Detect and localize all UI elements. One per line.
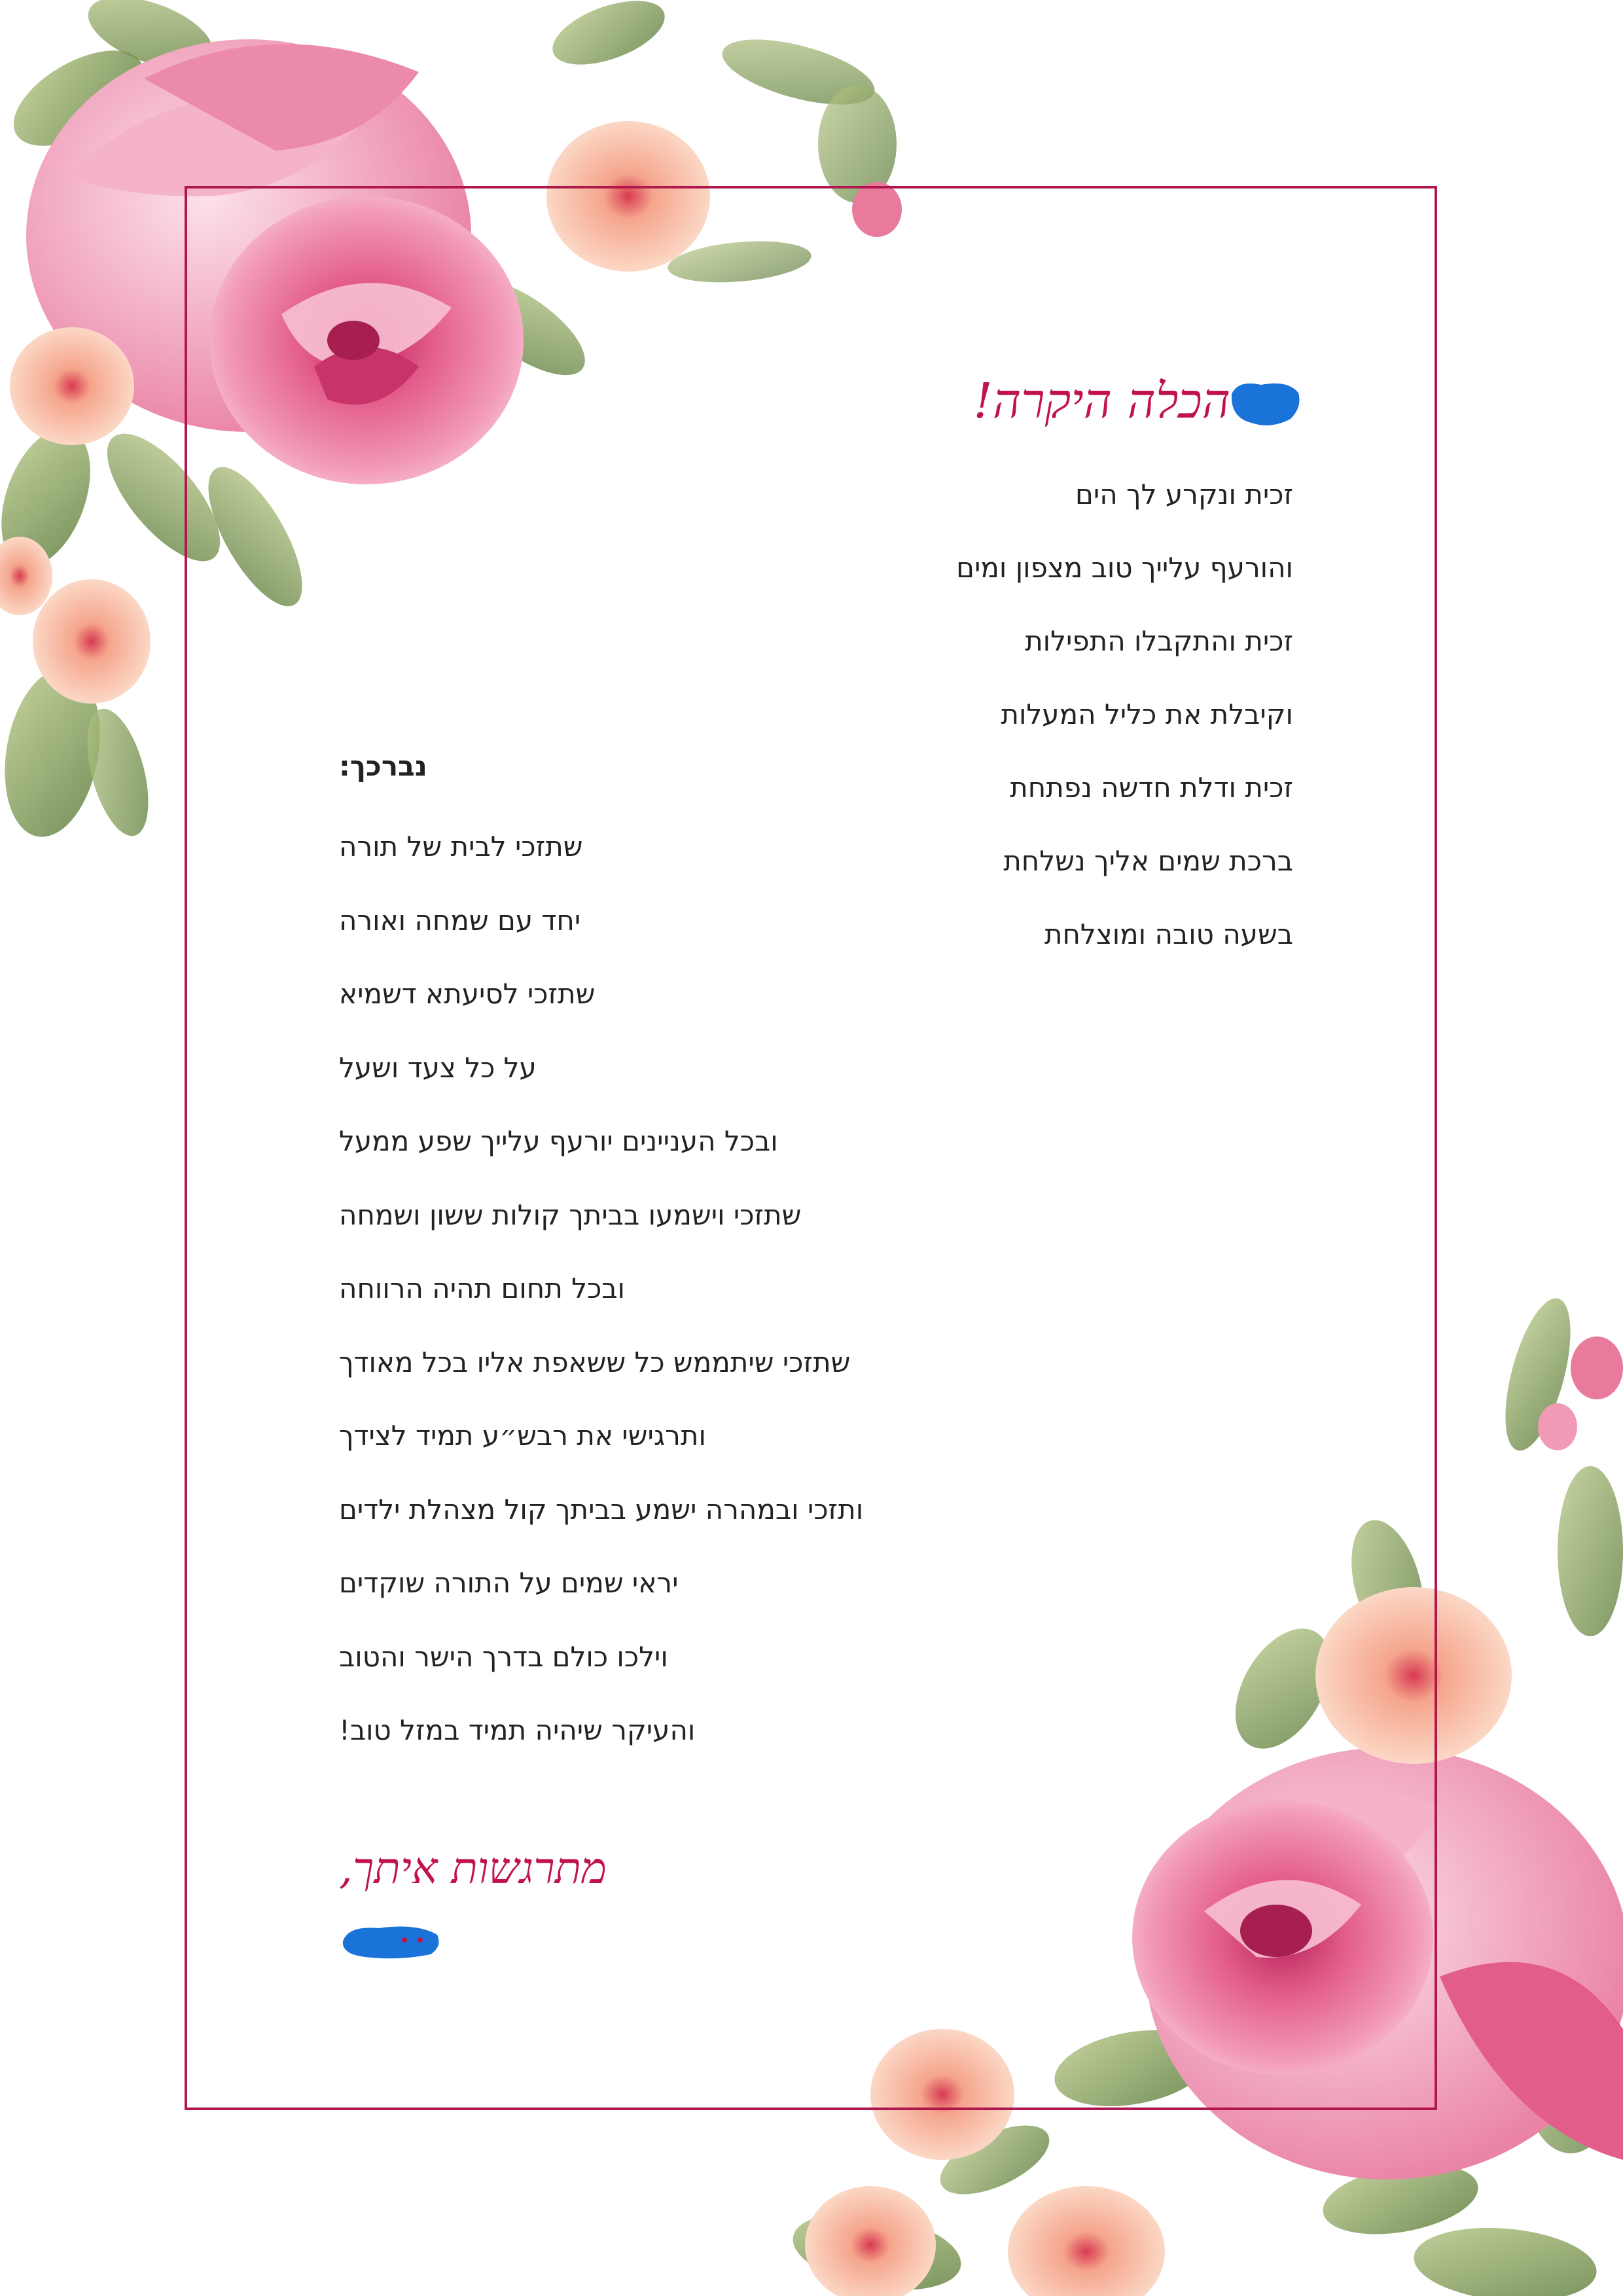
poem-line: ותרגישי את רבש״ע תמיד לצידך: [339, 1420, 706, 1452]
page-title: [844, 365, 1302, 437]
page-title-text: הכלה היקרה!: [973, 373, 1230, 429]
poem-line: יחד עם שמחה ואורה: [339, 904, 581, 937]
poem-line: וילכו כולם בדרך הישר והטוב: [339, 1640, 668, 1673]
poem-line: והורעף עלייך טוב מצפון ומים: [956, 552, 1293, 584]
signature: מתרגשות איתך,: [339, 1843, 607, 1893]
poem-line: שתזכי וישמעו בביתך קולות ששון ושמחה: [339, 1198, 802, 1231]
poem-line: ברכת שמים אליך נשלחת: [1003, 845, 1293, 877]
poem-line: וקיבלת את כליל המעלות: [1001, 698, 1293, 730]
poem-line: שתזכי שיתממש כל ששאפת אליו בכל מאודך: [339, 1346, 851, 1378]
blessing-block: [339, 737, 928, 1768]
poem-line: ותזכי ובמהרה ישמע בביתך קול מצהלת ילדים: [339, 1493, 864, 1526]
poem-line: זכית ודלת חדשה נפתחת: [1010, 772, 1293, 804]
poem-line: על כל צעד ושעל: [339, 1051, 537, 1084]
poem-line: ובכל העניינים יורעף עלייך שפע ממעל: [339, 1125, 778, 1157]
poem-line: שתזכי לבית של תורה: [339, 831, 583, 863]
poem-line: יראי שמים על התורה שוקדים: [339, 1567, 679, 1599]
greeting-heading: נברכך:: [339, 750, 427, 782]
redacted-name-blot-icon: [1225, 374, 1304, 433]
signature-redacted-blot-icon: [339, 1918, 444, 1964]
poem-line: שתזכי לסיעתא דשמיא: [339, 978, 596, 1010]
left-poem: [339, 810, 928, 1768]
poem-line: בשעה טובה ומוצלחת: [1044, 918, 1293, 950]
poem-line: זכית והתקבלו התפילות: [1025, 625, 1293, 657]
poem-line: ובכל תחום תהיה הרווחה: [339, 1272, 626, 1304]
poem-line: זכית ונקרע לך הים: [1075, 478, 1293, 511]
poem-line: והעיקר שיהיה תמיד במזל טוב!: [339, 1714, 696, 1746]
